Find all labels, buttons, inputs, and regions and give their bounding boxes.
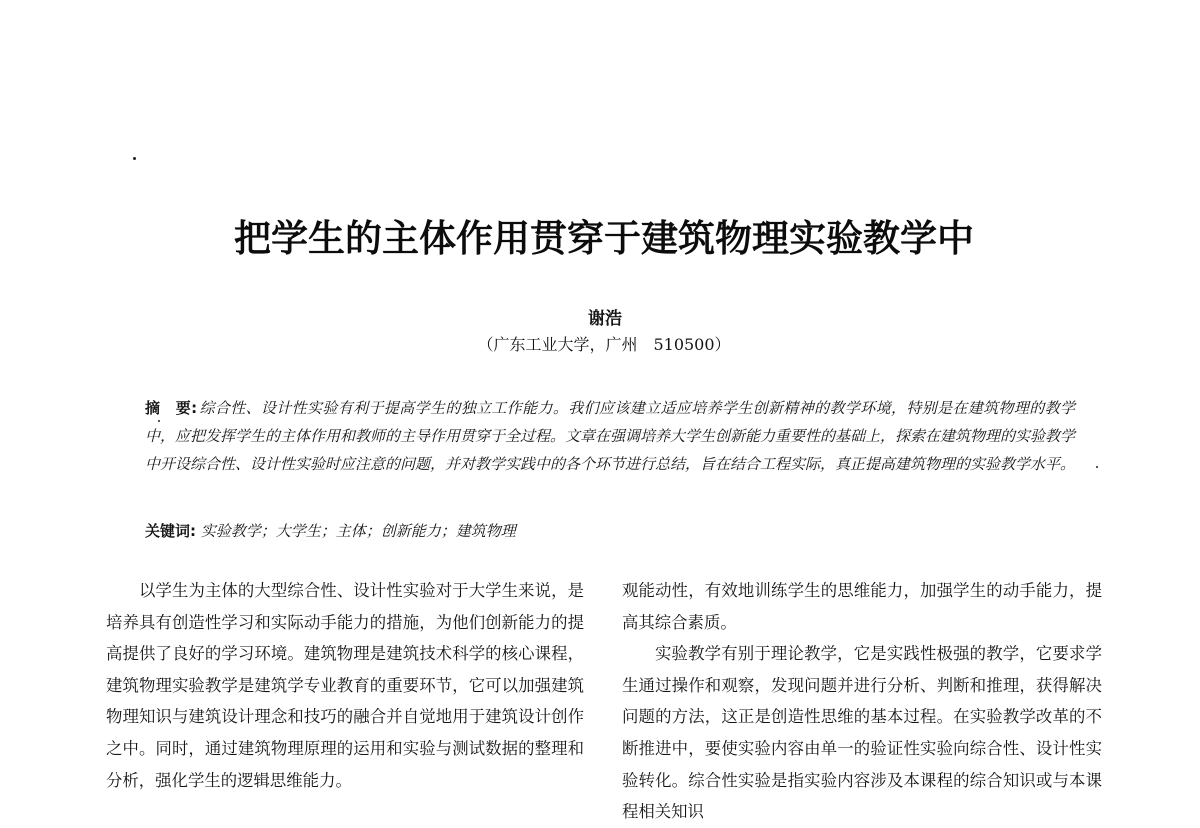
keywords-text: 实验教学；大学生；主体；创新能力；建筑物理 [200, 522, 516, 540]
keywords-label: 关键词: [145, 522, 196, 540]
abstract-label: 摘 要: [145, 399, 198, 417]
keywords [145, 517, 1075, 545]
body-paragraph: 实验教学有别于理论教学，它是实践性极强的教学，它要求学生通过操作和观察，发现问题并进行分析、判断和推理，获得解决问题的方法，这正是创造性思维的基本过程。在实验教学改革的不断推进中，要使实验内容由单一的验证性实验向综合性、设计性实验转化。综合性实验是指实验内容涉及本课程的综合知识或与本课程相关知识 [622, 644, 1102, 822]
body-paragraph: 以学生为主体的大型综合性、设计性实验对于大学生来说，是培养具有创造性学习和实际动手能力的措施，为他们创新能力的提高提供了良好的学习环境。建筑物理是建筑技术科学的核心课程，建筑物理实验教学是建筑学专业教育的重要环节，它可以加强建筑物理知识与建筑设计理念和技巧的融合并自觉地用于建筑设计创作之中。同时，通过建筑物理原理的运用和实验与测试数据的整理和分析，强化学生的逻辑思维能力。 [106, 581, 584, 790]
scan-speck [1096, 466, 1098, 468]
abstract-text: 综合性、设计性实验有利于提高学生的独立工作能力。我们应该建立适应培养学生创新精神的教学环境，特别是在建筑物理的教学中，应把发挥学生的主体作用和教师的主导作用贯穿于全过程。文章在强调培养大学生创新能力重要性的基础上，探索在建筑物理的实验教学中开设综合性、设计性实验时应注意的问题，并对教学实践中的各个环节进行总结，旨在结合工程实际，真正提高建筑物理的实验教学水平。 [145, 399, 1076, 473]
abstract [145, 394, 1075, 478]
author-name: 谢浩 [588, 309, 622, 329]
body-column-left [106, 575, 584, 796]
body-column-right [622, 575, 1102, 828]
paper-title: 把学生的主体作用贯穿于建筑物理实验教学中 [234, 217, 974, 260]
body-paragraph: 观能动性，有效地训练学生的思维能力，加强学生的动手能力，提高其综合素质。 [622, 581, 1102, 632]
author-affiliation: （广东工业大学，广州 510500） [477, 335, 731, 354]
scan-speck [133, 157, 136, 160]
